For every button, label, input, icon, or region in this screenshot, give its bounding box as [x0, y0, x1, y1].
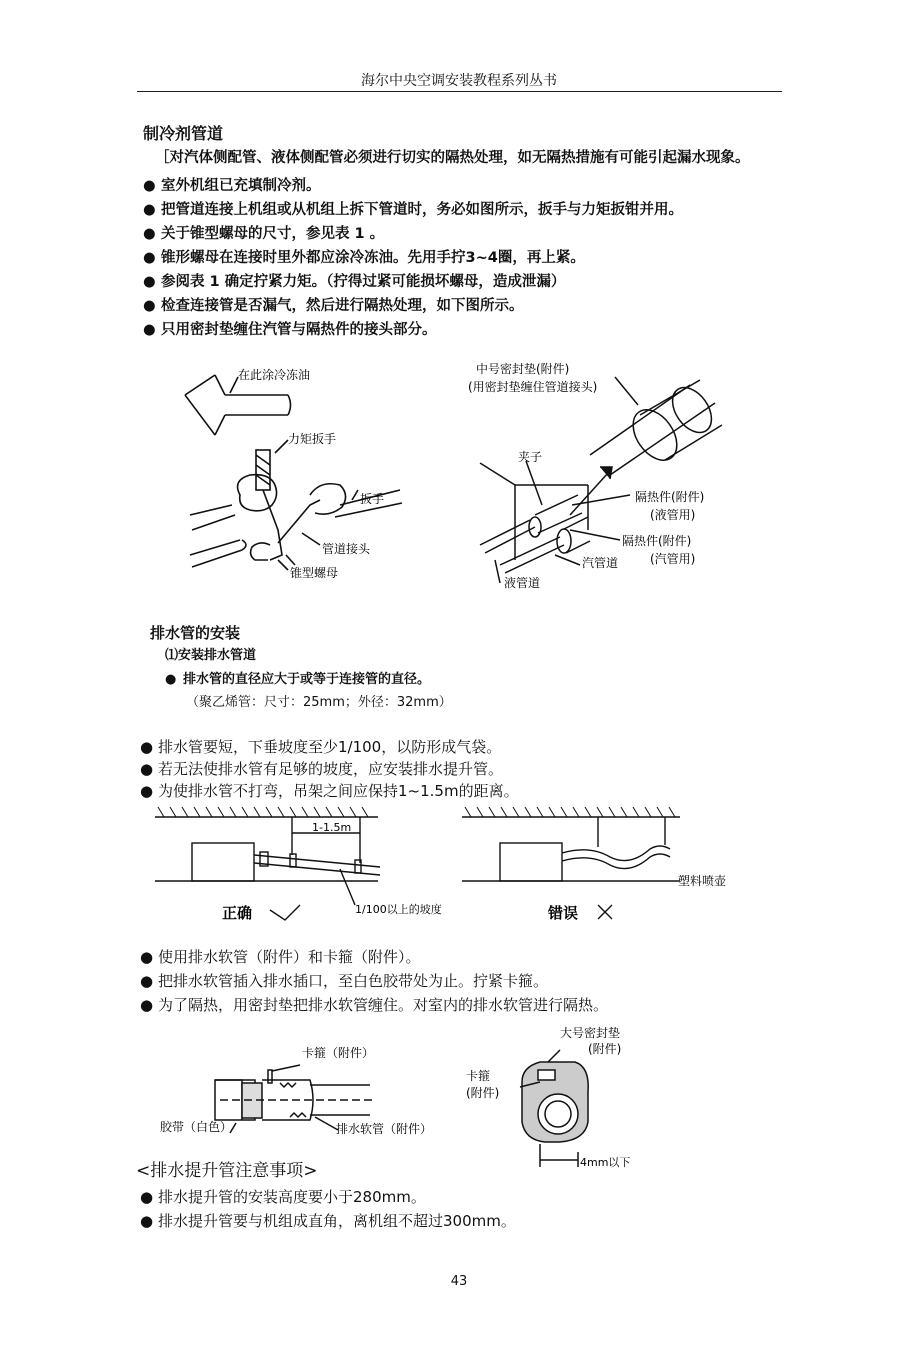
list-item-text: 参阅表 1 确定拧紧力矩。（拧得过紧可能损坏螺母，造成泄漏） [161, 274, 566, 290]
pipe-joint-label: 管道接头 [322, 542, 371, 556]
tape-label: 胶带（白色） [160, 1120, 233, 1134]
lift-bullet-list [140, 1186, 516, 1234]
bullet-dot: ● [140, 760, 154, 778]
flare-nut-label: 锥型螺母 [290, 566, 339, 580]
clip2-label: 卡箍 [466, 1069, 491, 1083]
list-item [140, 1210, 516, 1234]
bullet-dot: ● [143, 202, 156, 218]
list-item [143, 270, 683, 294]
drain-bullet-list [140, 736, 519, 802]
refrigerant-note: ［对汽体侧配管、液体侧配管必须进行切实的隔热处理，如无隔热措施有可能引起漏水现象。 [155, 150, 750, 166]
bullet-dot: ● [140, 1188, 154, 1206]
list-item-text: 锥形螺母在连接时里外都应涂冷冻油。先用手拧3~4圈，再上紧。 [161, 250, 585, 266]
seal-large-sub: (附件) [588, 1042, 622, 1056]
list-item-text: 为了隔热，用密封垫把排水软管缠住。对室内的排水软管进行隔热。 [158, 996, 609, 1014]
list-item-text: 若无法使排水管有足够的坡度，应安装排水提升管。 [158, 760, 504, 778]
bullet-dot: ● [143, 298, 156, 314]
list-item-text: 关于锥型螺母的尺寸，参见表 1 。 [161, 226, 385, 242]
bullet-dot: ● [140, 782, 154, 800]
wrong-label: 错误 [548, 904, 579, 922]
correct-label: 正确 [222, 904, 253, 922]
list-item [143, 198, 683, 222]
drain-spec: （聚乙烯管：尺寸：25mm；外径：32mm） [186, 695, 452, 710]
drain-slope-figure [150, 805, 750, 930]
list-item [140, 736, 519, 758]
torque-wrench-label: 力矩扳手 [288, 432, 337, 446]
list-item [140, 970, 608, 994]
list-item [140, 758, 519, 780]
hose-clip-figure [160, 1025, 460, 1145]
list-item [140, 1186, 516, 1210]
list-item [143, 246, 683, 270]
refrigerant-heading: 制冷剂管道 [143, 124, 224, 143]
bullet-dot: ● [143, 322, 156, 338]
list-item-text: 排水提升管的安装高度要小于280mm。 [158, 1188, 426, 1206]
bullet-dot: ● [140, 948, 154, 966]
seal-medium-label: 中号密封垫(附件) [476, 362, 570, 376]
list-item-text: 排水提升管要与机组成直角，离机组不超过300mm。 [158, 1212, 516, 1230]
list-item [143, 174, 683, 198]
book-title: 海尔中央空调安装教程系列丛书 [361, 73, 557, 89]
flare-wrench-figure [170, 355, 420, 595]
list-item [143, 222, 683, 246]
list-item-text: 室外机组已充填制冷剂。 [161, 178, 321, 194]
gas-pipe-label: 汽管道 [582, 556, 619, 570]
insulation-gas-label: 隔热件(附件) [622, 534, 692, 548]
drain-sub-heading: ⑴安装排水管道 [165, 648, 257, 663]
insulation-figure [460, 355, 760, 600]
lift-heading: <排水提升管注意事项> [136, 1161, 318, 1181]
bullet-dot: ● [143, 178, 156, 194]
refrigerant-bullet-list [143, 174, 683, 342]
gap-label: 4mm以下 [580, 1156, 631, 1169]
bullet-dot: ● [143, 250, 156, 266]
list-item [143, 294, 683, 318]
clip2-sub: (附件) [466, 1086, 500, 1100]
clamp-label: 夹子 [518, 450, 543, 464]
plastic-label: 塑料喷壶 [678, 874, 727, 888]
list-item [140, 780, 519, 802]
page-number: 43 [450, 1274, 468, 1289]
insulation-liquid-sub: (液管用) [650, 508, 696, 522]
list-item-text: 把排水软管插入排水插口，至白色胶带处为止。拧紧卡箍。 [158, 972, 549, 990]
slope-label: 1/100以上的坡度 [355, 903, 442, 916]
list-item-text: 排水管的直径应大于或等于连接管的直径。 [183, 672, 431, 687]
wrench-label: 扳手 [360, 492, 385, 506]
hose-bullet-list [140, 946, 608, 1018]
list-item-text: 排水管要短，下垂坡度至少1/100，以防形成气袋。 [158, 738, 502, 756]
insulation-liquid-label: 隔热件(附件) [635, 490, 705, 504]
bullet-dot: ● [140, 1212, 154, 1230]
bullet-dot: ● [140, 996, 154, 1014]
drain-heading: 排水管的安装 [150, 624, 241, 642]
seal-cross-section-figure [460, 1022, 660, 1172]
list-item [140, 946, 608, 970]
hose-label: 排水软管（附件） [336, 1122, 433, 1136]
bullet-dot: ● [140, 738, 154, 756]
list-item-text: 检查连接管是否漏气，然后进行隔热处理，如下图所示。 [161, 298, 524, 314]
list-item-text: 只用密封垫缠住汽管与隔热件的接头部分。 [161, 322, 437, 338]
list-item [140, 994, 608, 1018]
bullet-dot: ● [165, 672, 177, 687]
clip-label: 卡箍（附件） [302, 1046, 375, 1060]
list-item-text: 使用排水软管（附件）和卡箍（附件）。 [158, 948, 421, 966]
bullet-dot: ● [140, 972, 154, 990]
header-rule [137, 91, 782, 92]
list-item [143, 318, 683, 342]
seal-large-label: 大号密封垫 [560, 1026, 621, 1040]
seal-note-label: (用密封垫缠住管道接头) [468, 380, 598, 394]
bullet-dot: ● [143, 226, 156, 242]
list-item-text: 为使排水管不打弯，吊架之间应保持1~1.5m的距离。 [158, 782, 519, 800]
bullet-dot: ● [143, 274, 156, 290]
oil-label: 在此涂冷冻油 [238, 368, 311, 382]
insulation-gas-sub: (汽管用) [650, 552, 696, 566]
list-item-text: 把管道连接上机组或从机组上拆下管道时，务必如图所示，扳手与力矩扳钳并用。 [161, 202, 683, 218]
span-label: 1-1.5m [312, 821, 352, 834]
liquid-pipe-label: 液管道 [504, 576, 541, 590]
drain-diameter-bullet [165, 668, 430, 687]
